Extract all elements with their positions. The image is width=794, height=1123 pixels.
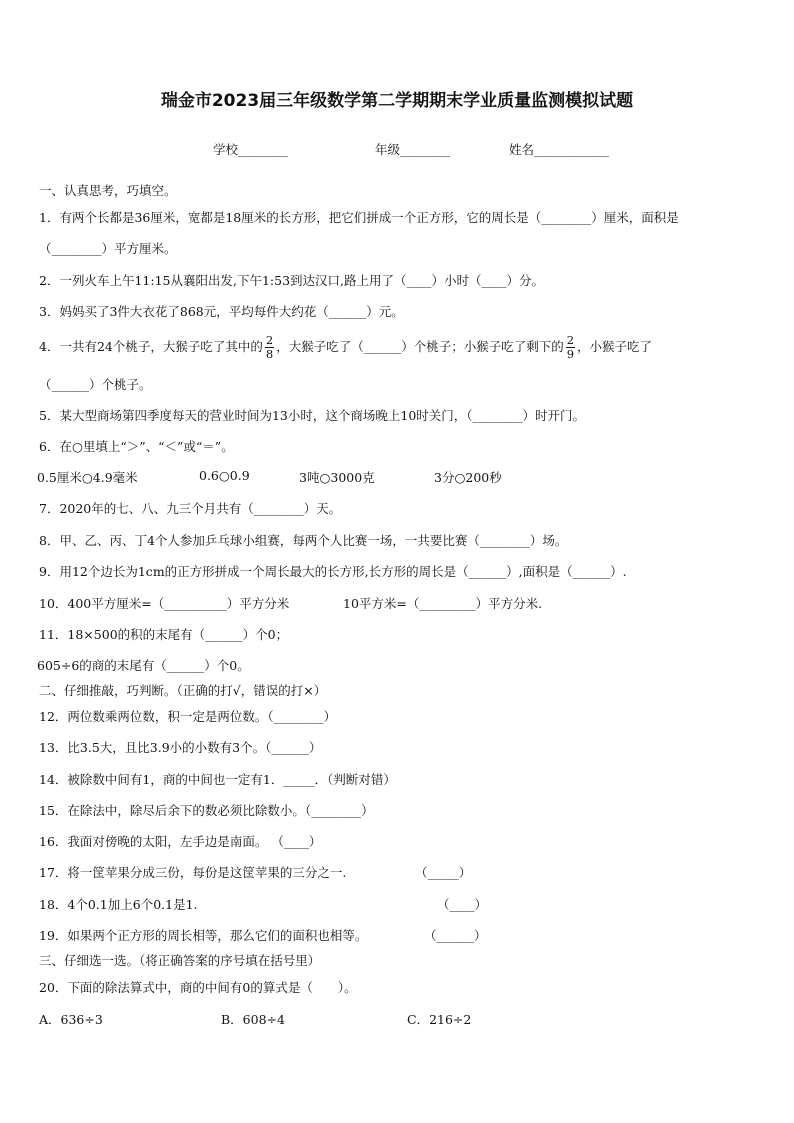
question-20: 20．下面的除法算式中，商的中间有0的算式是（ ）。: [39, 980, 357, 995]
fraction-numerator: 2: [265, 333, 274, 347]
fraction-two-eighths: [265, 334, 274, 361]
section-heading-fill-in: 一、认真思考，巧填空。: [39, 183, 177, 198]
question-6: 6．在○里填上“＞”、“＜”或“＝”。: [39, 439, 234, 454]
question-14: 14．被除数中间有1，商的中间也一定有1．_____．（判断对错）: [39, 772, 396, 787]
question-10-part-b: 10平方米=（_________）平方分米.: [343, 596, 543, 611]
school-field[interactable]: 学校________: [213, 142, 289, 157]
question-17-answer-blank[interactable]: （_____）: [415, 865, 472, 880]
question-4-text-a: 4．一共有24个桃子，大猴子吃了其中的: [39, 339, 263, 354]
section-heading-choice: 三、仔细选一选。（将正确答案的序号填在括号里）: [39, 953, 321, 968]
fraction-numerator: 2: [566, 333, 575, 347]
name-field[interactable]: 姓名____________: [509, 142, 610, 157]
question-20-option-b[interactable]: B．608÷4: [221, 1012, 285, 1027]
question-1-line2: （________）平方厘米。: [39, 241, 177, 256]
question-4-line1: [39, 334, 652, 361]
question-15: 15．在除法中，除尽后余下的数必须比除数小。（________）: [39, 803, 374, 818]
question-3: 3．妈妈买了3件大衣花了868元，平均每件大约花（______）元。: [39, 304, 404, 319]
question-6-item-1: 0.5厘米○4.9毫米: [37, 470, 138, 485]
question-4-line2: （______）个桃子。: [39, 377, 152, 392]
question-2: 2．一列火车上午11:15从襄阳出发,下午1:53到达汉口,路上用了（____）小时（____）分。: [39, 273, 544, 288]
question-4-text-c: ，小猴子吃了: [577, 339, 653, 354]
question-7: 7．2020年的七、八、九三个月共有（________）天。: [39, 501, 342, 516]
question-18-answer-blank[interactable]: （____）: [437, 897, 488, 912]
question-13: 13．比3.5大，且比3.9小的小数有3个。（______）: [39, 740, 322, 755]
question-6-item-2: 0.6○0.9: [199, 468, 250, 483]
question-12: 12．两位数乘两位数，积一定是两位数。（________）: [39, 709, 337, 724]
question-16: 16．我面对傍晚的太阳，左手边是南面。 （____）: [39, 834, 322, 849]
question-19: 19．如果两个正方形的周长相等，那么它们的面积也相等。: [39, 928, 368, 943]
question-4-text-b: ，大猴子吃了（______）个桃子；小猴子吃了剩下的: [276, 339, 564, 354]
question-5: 5．某大型商场第四季度每天的营业时间为13小时，这个商场晚上10时关门，（________）时开门。: [39, 408, 586, 423]
question-18: 18．4个0.1加上6个0.1是1.: [39, 897, 198, 912]
question-6-item-4: 3分○200秒: [434, 470, 502, 485]
grade-field[interactable]: 年级________: [375, 142, 451, 157]
page-title: 瑞金市2023届三年级数学第二学期期末学业质量监测模拟试题: [160, 91, 634, 111]
fraction-denominator: 8: [265, 347, 274, 361]
question-11-line2: 605÷6的商的末尾有（______）个0。: [37, 658, 250, 673]
question-19-answer-blank[interactable]: （______）: [424, 928, 487, 943]
question-9: 9．用12个边长为1cm的正方形拼成一个周长最大的长方形,长方形的周长是（______）,面积是（______）.: [39, 564, 627, 579]
section-heading-judge: 二、仔细推敲，巧判断。（正确的打√，错误的打×）: [39, 683, 327, 698]
question-11-line1: 11．18×500的积的末尾有（______）个0；: [39, 627, 289, 642]
question-10-part-a: 10．400平方厘米=（__________）平方分米: [39, 596, 290, 611]
fraction-two-ninths: [566, 334, 575, 361]
question-20-option-c[interactable]: C．216÷2: [407, 1012, 472, 1027]
question-1-line1: 1．有两个长都是36厘米，宽都是18厘米的长方形，把它们拼成一个正方形，它的周长是（________）厘米，面积是: [39, 210, 679, 225]
question-17: 17．将一筐苹果分成三份，每份是这筐苹果的三分之一.: [39, 865, 347, 880]
fraction-denominator: 9: [566, 347, 575, 361]
question-6-item-3: 3吨○3000克: [299, 470, 375, 485]
question-20-option-a[interactable]: A．636÷3: [39, 1012, 103, 1027]
question-8: 8．甲、乙、丙、丁4个人参加乒乓球小组赛，每两个人比赛一场，一共要比赛（________）场。: [39, 533, 568, 548]
